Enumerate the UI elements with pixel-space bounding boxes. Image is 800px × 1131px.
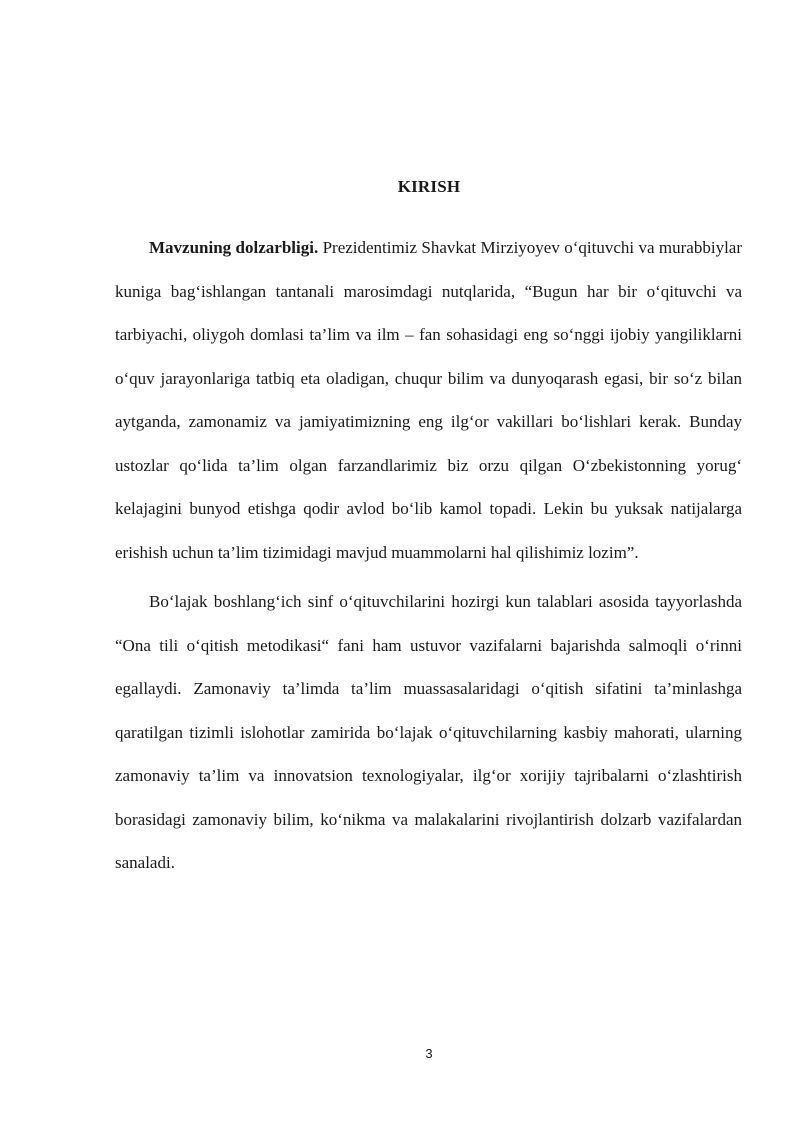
document-body (115, 226, 742, 885)
paragraph-text: Prezidentimiz Shavkat Mirziyoyev o‘qituvchi va murabbiylar kuniga bag‘ishlangan tantanali marosimdagi nutqlarida, “Bugun har bir o‘qituvchi va tarbiyachi, oliygoh domlasi ta’lim va ilm – fan sohasidagi eng so‘nggi ijobiy yangiliklarni o‘quv jarayonlariga tatbiq eta oladigan, chuqur bilim va dunyoqarash egasi, bir so‘z bilan aytganda, zamonamiz va jamiyatimizning eng ilg‘or vakillari bo‘lishlari kerak. Bunday ustozlar qo‘lida ta’lim olgan farzandlarimiz biz orzu qilgan O‘zbekistonning yorug‘ kelajagini bunyod etishga qodir avlod bo‘lib kamol topadi. Lekin bu yuksak natijalarga erishish uchun ta’lim tizimidagi mavjud muammolarni hal qilishimiz lozim”. (115, 238, 742, 562)
paragraph-lead: Mavzuning dolzarbligi. (149, 238, 319, 257)
section-title: KIRISH (397, 177, 461, 196)
paragraph-teacher-training (115, 580, 742, 885)
page-number: 3 (425, 1046, 433, 1061)
paragraph-text: Bo‘lajak boshlang‘ich sinf o‘qituvchilarini hozirgi kun talablari asosida tayyorlashda “Ona tili o‘qitish metodikasi“ fani ham ustuvor vazifalarni bajarishda salmoqli o‘rinni egallaydi. Zamonaviy ta’limda ta’lim muassasalaridagi o‘qitish sifatini ta’minlashga qaratilgan tizimli islohotlar zamirida bo‘lajak o‘qituvchilarning kasbiy mahorati, ularning zamonaviy ta’lim va innovatsion texnologiyalar, ilg‘or xorijiy tajribalarni o‘zlashtirish borasidagi zamonaviy bilim, ko‘nikma va malakalarini rivojlantirish dolzarb vazifalardan sanaladi. (115, 592, 742, 872)
paragraph-relevance (115, 226, 742, 574)
